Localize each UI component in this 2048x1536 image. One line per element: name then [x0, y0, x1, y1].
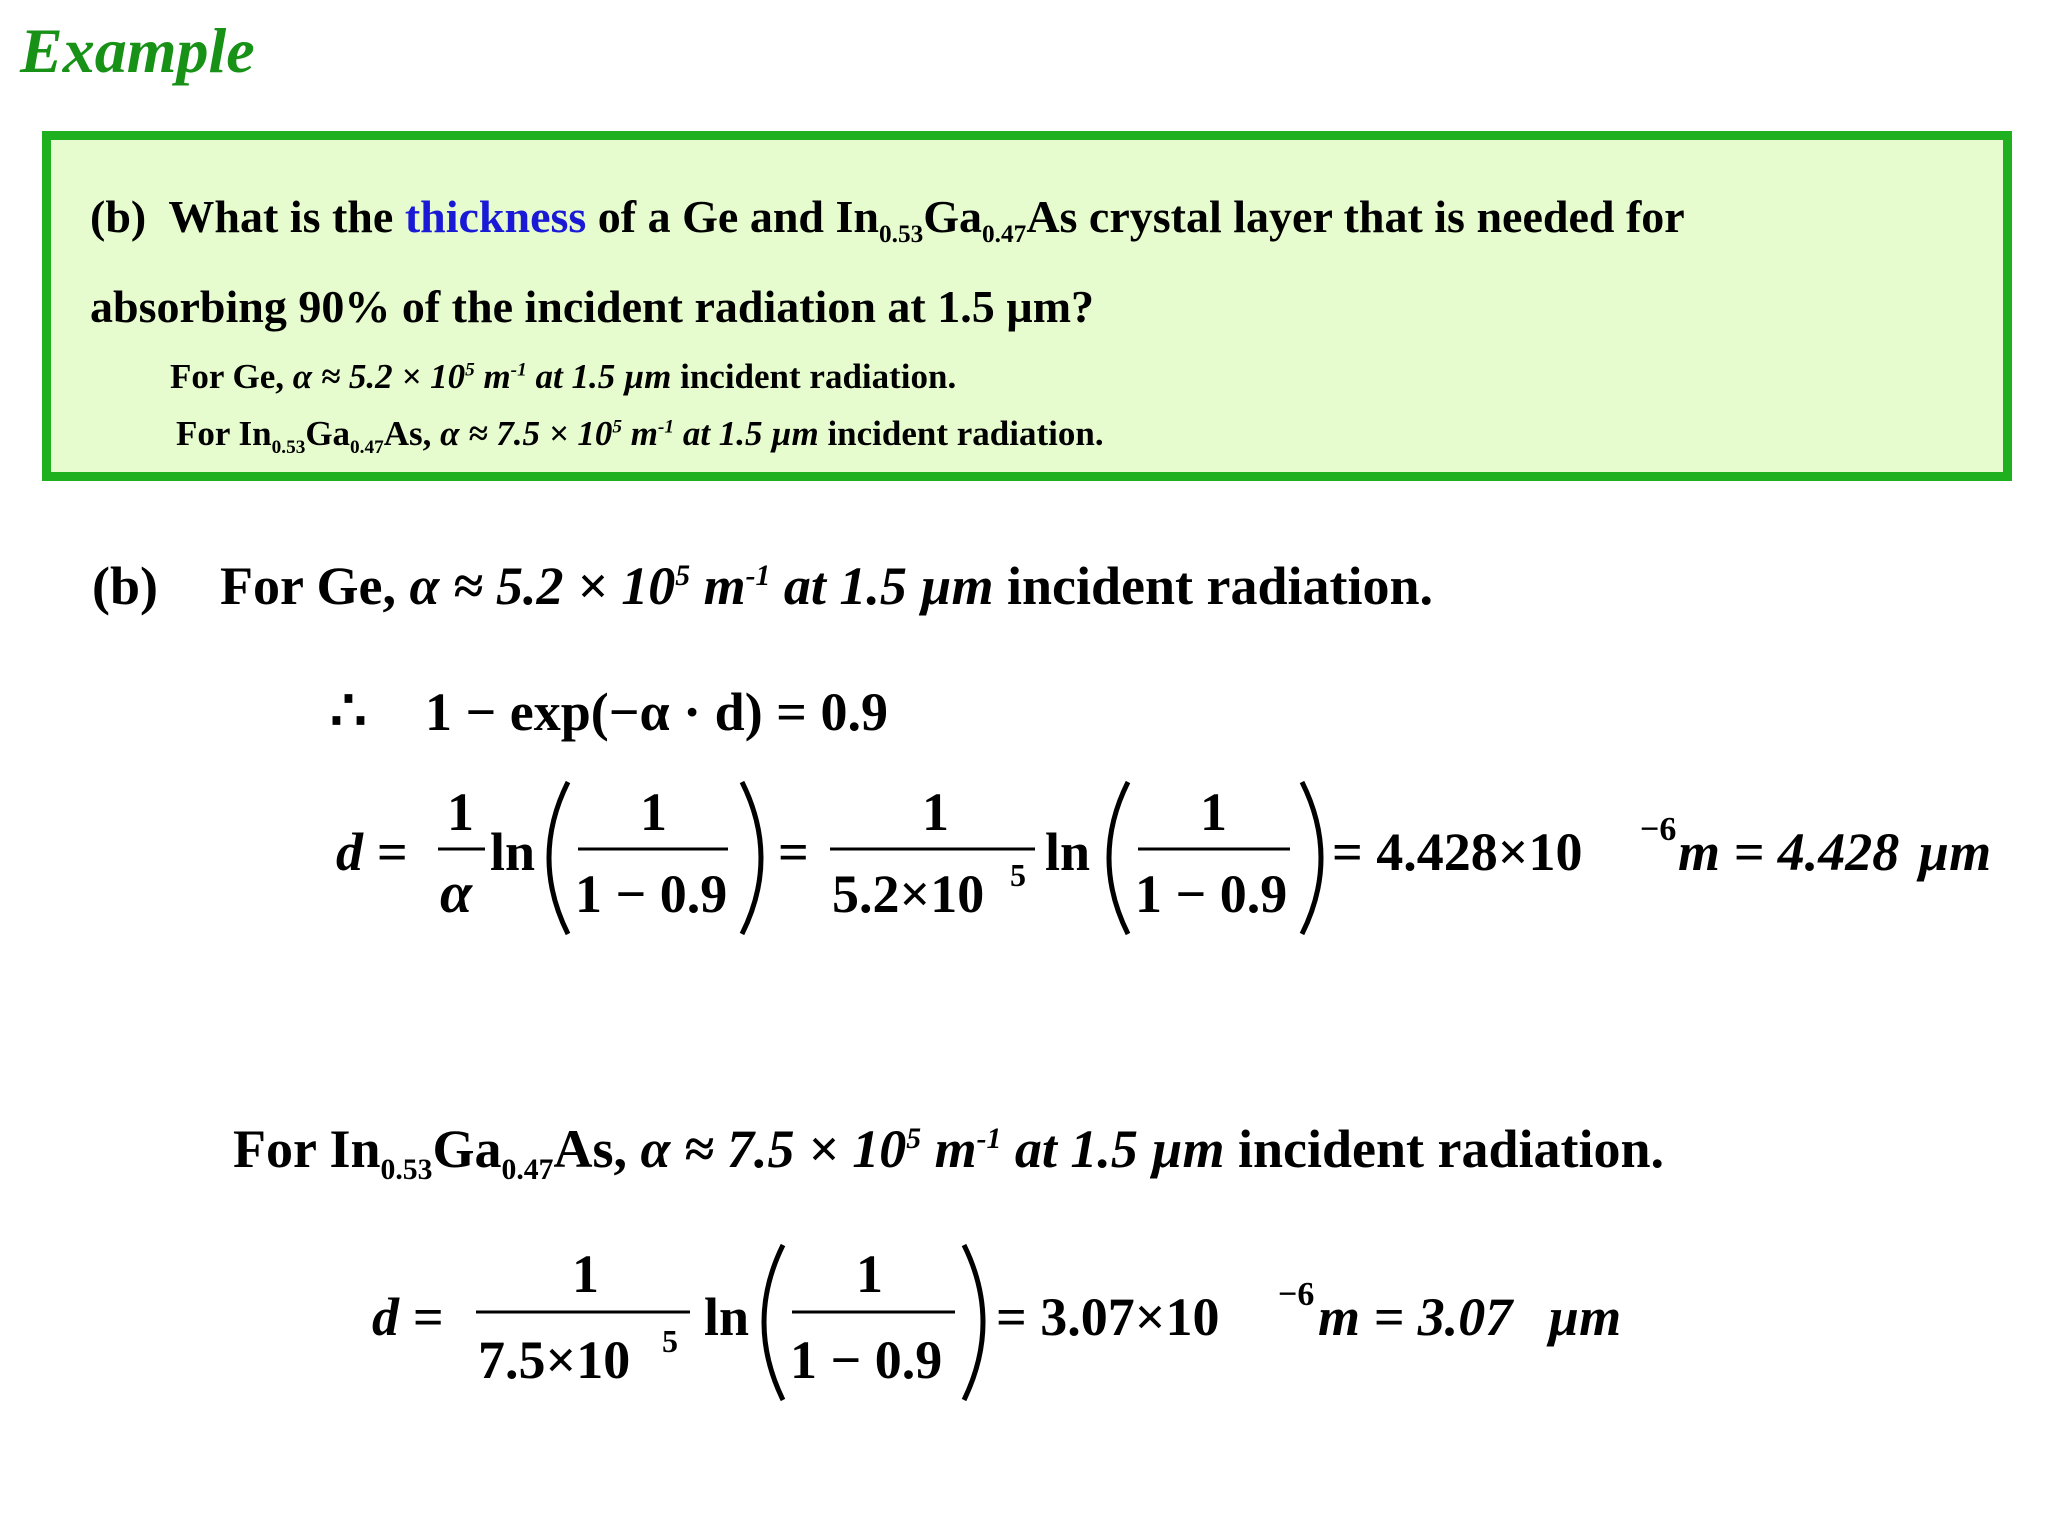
ingaas-given-exp: 5 [906, 1123, 922, 1155]
ge-paren-open-2 [1109, 782, 1128, 934]
ge-paren-open-1 [549, 782, 568, 934]
ingaas-frac2-num: 1 [856, 1244, 883, 1304]
ge-given-suffix: incident radiation. [993, 556, 1433, 616]
ge-note-value: α ≈ 5.2 × 10 [292, 357, 466, 396]
ingaas-d-eq: d = [372, 1287, 444, 1347]
ingaas-result-exp: −6 [1278, 1276, 1315, 1313]
ingaas-frac1-num: 1 [572, 1244, 599, 1304]
ge-result-um: µm [1918, 822, 1992, 882]
ingaas-given-sub2: 0.47 [501, 1153, 554, 1186]
question-part: (b) [90, 191, 147, 242]
ge-frac4-num: 1 [1200, 782, 1227, 842]
ge-frac2-num: 1 [640, 782, 667, 842]
ge-result-exp: −6 [1640, 811, 1677, 848]
ingaas-ln: ln [704, 1287, 750, 1347]
ingaas-frac2-den: 1 − 0.9 [790, 1330, 943, 1390]
ingaas-given-post: As, [553, 1119, 627, 1179]
ge-note-suffix: incident radiation. [671, 357, 957, 396]
ge-given-prefix: For Ge, [220, 556, 396, 616]
ge-ln-1: ln [490, 822, 536, 882]
ingaas-given-sub1: 0.53 [380, 1153, 433, 1186]
question-line-2: absorbing 90% of the incident radiation at 1.5 µm? [90, 281, 1095, 332]
ge-ln-2: ln [1045, 822, 1091, 882]
question-mid: Ga [923, 191, 983, 242]
ge-result: = 4.428×10 [1332, 822, 1583, 882]
ingaas-result-um: µm [1548, 1287, 1622, 1347]
ingaas-paren-open [764, 1245, 783, 1400]
ge-d-eq: d = [336, 822, 408, 882]
ingaas-given-unit-exp: -1 [976, 1123, 1002, 1155]
question-highlight: thickness [404, 191, 587, 242]
ingaas-note-post: As, [383, 414, 432, 453]
ge-note-prefix: For Ge, [170, 357, 285, 396]
ingaas-note-prefix: For In [176, 414, 272, 453]
ingaas-given-suffix: incident radiation. [1224, 1119, 1665, 1179]
ge-frac1-alpha: α [440, 860, 473, 925]
ge-given-unit: m [690, 556, 746, 616]
question-pre: What is the [168, 191, 394, 242]
ingaas-given-value: α ≈ 7.5 × 10 [640, 1119, 907, 1179]
ge-note-unit-exp: -1 [510, 359, 527, 381]
ingaas-frac1-coef: 7.5×10 [478, 1330, 631, 1390]
ingaas-result-unit: m = 3.07 [1318, 1287, 1513, 1347]
ge-frac1-num: 1 [447, 782, 474, 842]
ge-paren-close-2 [1302, 782, 1321, 934]
ge-frac3-exp: 5 [1010, 857, 1026, 893]
ingaas-note-exp: 5 [612, 416, 623, 438]
ge-result-unit: m = 4.428 [1678, 822, 1900, 882]
question-post1: of a Ge and In [597, 191, 879, 242]
ingaas-note-mid: Ga [305, 414, 351, 453]
ge-paren-close-1 [742, 782, 761, 934]
ingaas-note-sub2: 0.47 [350, 437, 384, 458]
ingaas-given-mid: Ga [432, 1119, 502, 1179]
ingaas-given-unit: m [921, 1119, 977, 1179]
ge-given-at: at 1.5 µm [770, 556, 994, 616]
therefore-symbol: ∴ [330, 678, 367, 743]
ge-note-exp: 5 [465, 359, 475, 381]
ge-given-exp: 5 [675, 560, 691, 592]
ingaas-note-sub1: 0.53 [271, 437, 306, 458]
ge-frac4-den: 1 − 0.9 [1135, 864, 1288, 924]
ge-note-at: at 1.5 µm [526, 357, 672, 396]
ge-frac3-num: 1 [922, 782, 949, 842]
ingaas-note-unit: m [622, 414, 659, 453]
ingaas-paren-close [964, 1245, 983, 1400]
ingaas-frac1-exp: 5 [662, 1323, 678, 1359]
absorption-condition: 1 − exp(−α · d) = 0.9 [425, 682, 888, 742]
question-post2: As crystal layer that is needed for [1026, 191, 1685, 242]
ingaas-note-value: α ≈ 7.5 × 10 [440, 414, 613, 453]
ingaas-given-at: at 1.5 µm [1001, 1119, 1225, 1179]
ge-note-unit: m [474, 357, 511, 396]
ge-frac3-coef: 5.2×10 [832, 864, 985, 924]
ingaas-given-prefix: For In [233, 1119, 381, 1179]
page-title: Example [20, 15, 255, 86]
ingaas-note-unit-exp: -1 [658, 416, 675, 438]
ingaas-note-suffix: incident radiation. [818, 414, 1104, 453]
ingaas-note-at: at 1.5 µm [674, 414, 819, 453]
ingaas-result: = 3.07×10 [996, 1287, 1220, 1347]
solution-part: (b) [92, 556, 158, 616]
ge-given-unit-exp: -1 [745, 560, 771, 592]
question-sub2: 0.47 [982, 220, 1027, 249]
ge-given-value: α ≈ 5.2 × 10 [409, 556, 676, 616]
ge-eq-sign: = [778, 822, 809, 882]
ge-frac2-den: 1 − 0.9 [575, 864, 728, 924]
question-sub1: 0.53 [878, 220, 924, 249]
